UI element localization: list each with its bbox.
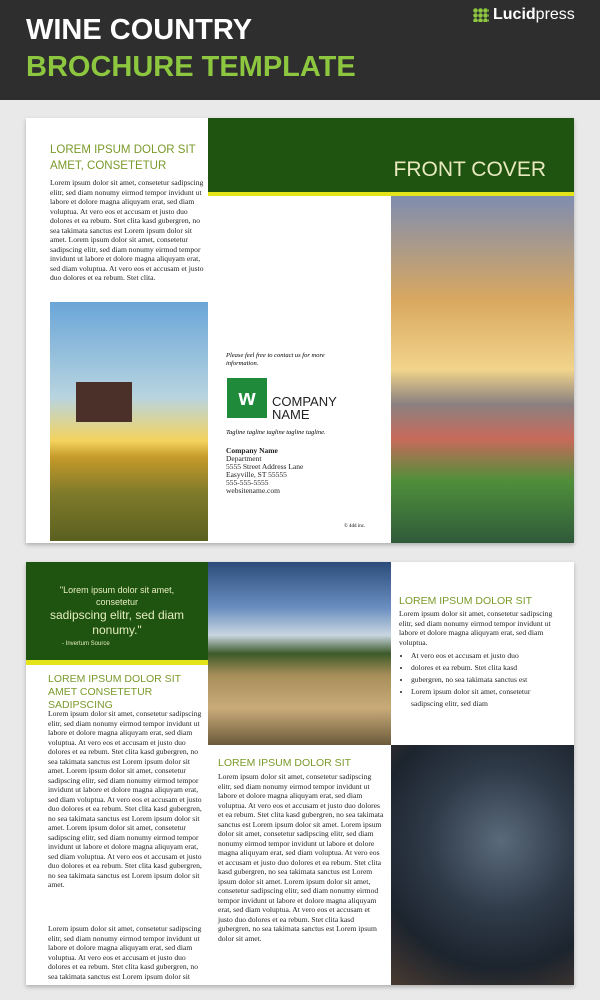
bullet-item: • Lorem ipsum dolor sit amet, consetetur sadipscing elitr, sed diam	[411, 686, 559, 710]
address-name: Company Name	[226, 446, 278, 455]
header	[0, 0, 600, 100]
cover-title: FRONT COVER	[393, 158, 546, 181]
left-heading: LOREM IPSUM DOLOR SIT AMET, CONSETETUR	[50, 144, 196, 172]
title-line1: WINE COUNTRY	[26, 14, 253, 46]
quote-line2: sadipscing elitr, sed diam nonumy."	[49, 608, 185, 637]
address-city: Easyville, ST 55555	[226, 470, 287, 479]
brochure-page-outside	[26, 118, 574, 543]
farm-photo	[50, 302, 208, 541]
address-street: 5555 Street Address Lane	[226, 462, 304, 471]
address-department: Department	[226, 454, 262, 463]
left-body-2: Lorem ipsum dolor sit amet, consetetur sadipscing elitr, sed diam nonumy eirmod tempor invidunt ut labore et dolore magna aliquyam erat, sed diam voluptua. At vero eos et accusam et justo duo dolores et ea rebum. Stet clita kasd gubergren, no sea takimata sanctus est Lorem ipsum dolor sit	[48, 924, 202, 981]
barn-shape	[76, 382, 132, 422]
address-block	[226, 447, 303, 495]
left-body: Lorem ipsum dolor sit amet, consetetur sadipscing elitr, sed diam nonumy eirmod tempor invidunt ut labore et dolore magna aliquyam erat, sed diam voluptua. At vero eos et accusam et justo duo dolores et ea rebum. Stet clita kasd gubergren, no sea takimata sanctus est Lorem ipsum dolor sit amet. Lorem ipsum dolor sit amet, consetetur sadipscing elitr, sed diam nonumy eirmod tempor invidunt ut labore et dolore magna aliquyam erat, sed diam voluptua. At vero eos et accusam et justo duo dolores et ea rebum. Stet clita.	[50, 178, 204, 282]
company-logo-icon: w	[227, 378, 267, 418]
bullet-item: • gubergren, no sea takimata sanctus est	[411, 674, 559, 686]
cover-photo	[391, 196, 574, 543]
title-line2: BROCHURE TEMPLATE	[26, 51, 356, 83]
tuscany-photo	[208, 562, 391, 745]
mid-body: Lorem ipsum dolor sit amet, consetetur sadipscing elitr, sed diam nonumy eirmod tempor invidunt ut labore et dolore magna aliquyam erat, sed diam voluptua. At vero eos et accusam et justo duo dolores et ea rebum. Stet clita kasd gubergren, no sea takimata sanctus est Lorem ipsum dolor sit amet. Lorem ipsum dolor sit amet, consetetur sadipscing elitr, sed diam nonumy eirmod tempor invidunt ut labore et dolore magna aliquyam erat, sed diam voluptua. At vero eos et accusam et justo duo dolores et ea rebum. Stet clita kasd gubergren, no sea takimata sanctus est Lorem ipsum dolor sit amet. Lorem ipsum dolor sit amet, consetetur sadipscing elitr, sed diam nonumy eirmod tempor invidunt ut labore et dolore magna aliquyam erat, sed diam voluptua. At vero eos et accusam et justo duo dolores et ea rebum. Stet clita kasd gubergren, no sea takimata sanctus est Lorem ipsum dolor sit amet.	[218, 772, 384, 943]
lucidpress-dots-icon	[473, 8, 489, 22]
bullet-item: • dolores et ea rebum. Stet clita kasd	[411, 662, 559, 674]
brochure-page-inside	[26, 562, 574, 985]
lucidpress-logo[interactable]	[473, 6, 575, 24]
left-heading: LOREM IPSUM DOLOR SIT AMET CONSETETUR SADIPSCING	[48, 673, 181, 711]
accent-stripe	[26, 660, 208, 665]
contact-note: Please feel free to contact us for more information.	[226, 352, 325, 367]
bullet-list	[399, 650, 559, 710]
tagline: Tagline tagline tagline tagline tagline.	[226, 429, 326, 436]
company-name: COMPANY NAME	[272, 394, 337, 422]
right-heading: LOREM IPSUM DOLOR SIT	[399, 595, 533, 607]
quote-source: - Invertum Source	[62, 641, 110, 647]
bullet-item: • At vero eos et accusam et justo duo	[411, 650, 559, 662]
left-body: Lorem ipsum dolor sit amet, consetetur sadipscing elitr, sed diam nonumy eirmod tempor invidunt ut labore et dolore magna aliquyam erat, sed diam voluptua. At vero eos et accusam et justo duo dolores et ea rebum. Stet clita kasd gubergren, no sea takimata sanctus est Lorem ipsum dolor sit amet. Lorem ipsum dolor sit amet, consetetur sadipscing elitr, sed diam nonumy eirmod tempor invidunt ut labore et dolore magna aliquyam erat, sed diam voluptua. At vero eos et accusam et justo duo dolores et ea rebum. Stet clita kasd gubergren, no sea takimata sanctus est Lorem ipsum dolor sit amet. Lorem ipsum dolor sit amet, consetetur sadipscing elitr, sed diam nonumy eirmod tempor invidunt ut labore et dolore magna aliquyam erat, sed diam voluptua. At vero eos et accusam et justo duo dolores et ea rebum. Stet clita kasd gubergren, no sea takimata sanctus est Lorem ipsum dolor sit amet.	[48, 709, 202, 889]
address-web: websitename.com	[226, 486, 280, 495]
logo-bold: Lucid	[493, 6, 536, 23]
logo-light: press	[535, 6, 575, 23]
mid-heading: LOREM IPSUM DOLOR SIT	[218, 757, 352, 769]
quote-line1: "Lorem ipsum dolor sit amet, consetetur	[59, 585, 175, 607]
cover-banner	[208, 118, 574, 192]
address-phone: 555-555-5555	[226, 478, 269, 487]
footnote: © 4dd inc.	[344, 524, 366, 529]
quote-box	[26, 562, 208, 660]
right-body: Lorem ipsum dolor sit amet, consetetur sadipscing elitr, sed diam nonumy eirmod tempor invidunt ut labore et dolore magna aliquyam erat, sed diam voluptua.	[399, 609, 553, 647]
grapes-photo	[391, 745, 574, 985]
